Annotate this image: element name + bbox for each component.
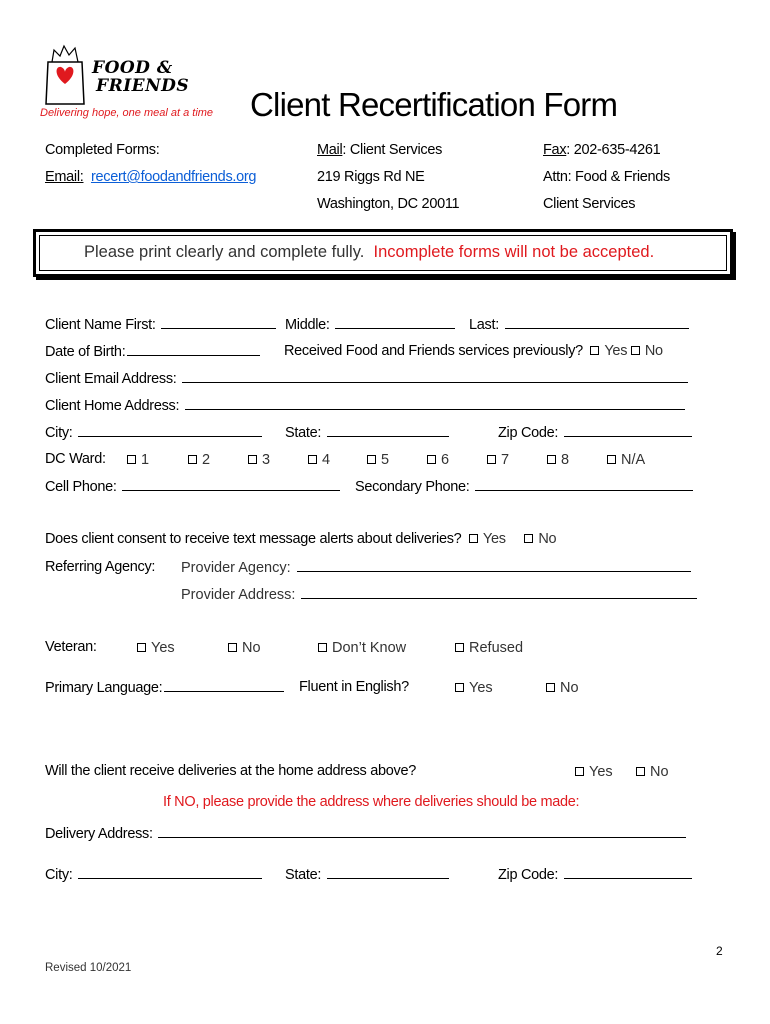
ward-7-label: 7 <box>501 452 510 468</box>
first-name-field[interactable] <box>161 316 276 329</box>
home-delivery-option-yes <box>575 763 613 781</box>
fax-line3: Client Services <box>543 196 636 212</box>
client-email-row <box>45 370 688 387</box>
state-row <box>285 424 449 441</box>
ward-na-checkbox[interactable] <box>607 455 616 464</box>
logo-bag-icon <box>42 44 88 108</box>
delivery-address-label: Delivery Address: <box>45 826 153 842</box>
delivery-zip-row <box>498 866 692 883</box>
last-name-field[interactable] <box>505 316 689 329</box>
ward-6-checkbox[interactable] <box>427 455 436 464</box>
ward-3-checkbox[interactable] <box>248 455 257 464</box>
logo-line2: FRIENDS <box>96 76 190 96</box>
consent-no-checkbox[interactable] <box>524 534 533 543</box>
consent-yes-checkbox[interactable] <box>469 534 478 543</box>
delivery-zip-label: Zip Code: <box>498 867 559 883</box>
provider-address-row <box>181 586 697 603</box>
provider-agency-label: Provider Agency: <box>181 560 291 576</box>
delivery-city-row <box>45 866 262 883</box>
zip-field[interactable] <box>564 424 692 437</box>
language-label: Primary Language: <box>45 680 163 696</box>
mail-line3: Washington, DC 20011 <box>317 196 460 212</box>
zip-row <box>498 424 692 441</box>
dob-label: Date of Birth: <box>45 344 126 360</box>
ward-option-4 <box>308 451 330 469</box>
notice-warning: Incomplete forms will not be accepted. <box>373 243 655 261</box>
page-number: 2 <box>716 944 723 958</box>
ward-4-label: 4 <box>322 452 331 468</box>
logo-tagline: Delivering hope, one meal at a time <box>40 107 214 119</box>
completed-forms-label: Completed Forms: <box>45 142 160 158</box>
received-yes-checkbox[interactable] <box>590 346 599 355</box>
fax-line2: Attn: Food & Friends <box>543 169 670 185</box>
ward-option-7 <box>487 451 509 469</box>
fluent-option-yes <box>455 679 493 697</box>
referring-agency-label: Referring Agency: <box>45 559 156 575</box>
ward-option-3 <box>248 451 270 469</box>
ward-2-checkbox[interactable] <box>188 455 197 464</box>
state-label: State: <box>285 425 322 441</box>
veteran-no-checkbox[interactable] <box>228 643 237 652</box>
received-no-label: No <box>644 343 663 359</box>
veteran-refused-checkbox[interactable] <box>455 643 464 652</box>
received-label: Received Food and Friends services previously? <box>284 343 583 359</box>
veteran-label: Veteran: <box>45 639 97 655</box>
delivery-zip-field[interactable] <box>564 866 692 879</box>
consent-label: Does client consent to receive text message alerts about deliveries? <box>45 531 462 547</box>
ward-1-checkbox[interactable] <box>127 455 136 464</box>
ward-option-na <box>607 451 645 469</box>
consent-row <box>45 531 556 547</box>
consent-no-label: No <box>538 531 557 547</box>
home-address-label: Client Home Address: <box>45 398 180 414</box>
notice-instruction: Please print clearly and complete fully. <box>84 243 365 261</box>
city-row <box>45 424 262 441</box>
ward-na-label: N/A <box>621 452 646 468</box>
fax-value: : 202-635-4261 <box>566 142 661 158</box>
fluent-no-checkbox[interactable] <box>546 683 555 692</box>
veteran-yes-label: Yes <box>151 640 175 656</box>
ward-option-8 <box>547 451 569 469</box>
page-title: Client Recertification Form <box>250 86 618 123</box>
ward-2-label: 2 <box>202 452 211 468</box>
home-delivery-option-no <box>636 763 669 781</box>
home-delivery-no-label: No <box>650 764 669 780</box>
delivery-address-field[interactable] <box>158 825 686 838</box>
ward-1-label: 1 <box>141 452 150 468</box>
ward-3-label: 3 <box>262 452 271 468</box>
mail-value: : Client Services <box>342 142 443 158</box>
veteran-option-refused <box>455 639 523 657</box>
cell-phone-row <box>45 478 340 495</box>
first-name-label: Client Name First: <box>45 317 156 333</box>
client-email-field[interactable] <box>182 370 688 383</box>
ward-5-label: 5 <box>381 452 390 468</box>
city-label: City: <box>45 425 73 441</box>
veteran-option-yes <box>137 639 175 657</box>
fluent-yes-label: Yes <box>469 680 493 696</box>
fax-label: Fax <box>543 142 567 158</box>
notice-box <box>33 229 733 277</box>
ward-option-6 <box>427 451 449 469</box>
logo <box>40 44 230 124</box>
provider-address-label: Provider Address: <box>181 587 296 603</box>
cell-phone-label: Cell Phone: <box>45 479 117 495</box>
delivery-state-label: State: <box>285 867 322 883</box>
language-row <box>45 679 284 696</box>
ward-7-checkbox[interactable] <box>487 455 496 464</box>
veteran-option-dontknow <box>318 639 406 657</box>
consent-yes-label: Yes <box>482 531 506 547</box>
received-no-checkbox[interactable] <box>631 346 640 355</box>
secondary-phone-field[interactable] <box>475 478 693 491</box>
ward-label: DC Ward: <box>45 451 106 467</box>
fluent-no-label: No <box>560 680 579 696</box>
email-contact <box>45 169 256 185</box>
veteran-dontknow-label: Don’t Know <box>332 640 407 656</box>
received-services <box>284 343 663 359</box>
middle-name-label: Middle: <box>285 317 330 333</box>
ward-8-checkbox[interactable] <box>547 455 556 464</box>
zip-label: Zip Code: <box>498 425 559 441</box>
home-delivery-yes-label: Yes <box>589 764 613 780</box>
veteran-no-label: No <box>242 640 261 656</box>
name-row <box>45 316 276 333</box>
cell-phone-field[interactable] <box>122 478 340 491</box>
logo-line1: FOOD & <box>92 58 173 78</box>
fluent-yes-checkbox[interactable] <box>455 683 464 692</box>
state-field[interactable] <box>327 424 449 437</box>
veteran-dontknow-checkbox[interactable] <box>318 643 327 652</box>
mail-label: Mail <box>317 142 343 158</box>
home-delivery-label: Will the client receive deliveries at the home address above? <box>45 763 416 779</box>
ward-8-label: 8 <box>561 452 570 468</box>
veteran-yes-checkbox[interactable] <box>137 643 146 652</box>
revised-date: Revised 10/2021 <box>45 962 132 974</box>
home-address-field[interactable] <box>185 397 685 410</box>
city-field[interactable] <box>78 424 262 437</box>
middle-name-field[interactable] <box>335 316 455 329</box>
delivery-state-row <box>285 866 449 883</box>
email-contact-label: Email: <box>45 169 84 185</box>
secondary-phone-row <box>355 478 693 495</box>
delivery-state-field[interactable] <box>327 866 449 879</box>
notice-text <box>84 243 654 262</box>
veteran-refused-label: Refused <box>469 640 524 656</box>
received-yes-label: Yes <box>604 343 628 359</box>
delivery-address-row <box>45 825 686 842</box>
delivery-city-label: City: <box>45 867 73 883</box>
mail-line1 <box>317 142 442 158</box>
ward-option-1 <box>127 451 149 469</box>
home-delivery-no-checkbox[interactable] <box>636 767 645 776</box>
last-name-label: Last: <box>469 317 499 333</box>
ward-6-label: 6 <box>441 452 450 468</box>
ward-4-checkbox[interactable] <box>308 455 317 464</box>
email-contact-link[interactable]: recert@foodandfriends.org <box>90 169 257 185</box>
last-name <box>469 316 689 333</box>
secondary-phone-label: Secondary Phone: <box>355 479 470 495</box>
dob-field[interactable] <box>127 343 260 356</box>
delivery-city-field[interactable] <box>78 866 262 879</box>
if-no-instruction: If NO, please provide the address where deliveries should be made: <box>163 794 580 810</box>
fax-line1 <box>543 142 660 158</box>
fluent-label: Fluent in English? <box>299 679 409 695</box>
provider-agency-row <box>181 559 691 576</box>
ward-option-2 <box>188 451 210 469</box>
ward-option-5 <box>367 451 389 469</box>
provider-address-field[interactable] <box>301 586 697 599</box>
provider-agency-field[interactable] <box>297 559 691 572</box>
fluent-option-no <box>546 679 579 697</box>
middle-name <box>285 316 455 333</box>
home-delivery-yes-checkbox[interactable] <box>575 767 584 776</box>
ward-5-checkbox[interactable] <box>367 455 376 464</box>
home-address-row <box>45 397 685 414</box>
language-field[interactable] <box>164 679 284 692</box>
dob-row <box>45 343 260 360</box>
mail-line2: 219 Riggs Rd NE <box>317 169 425 185</box>
veteran-option-no <box>228 639 261 657</box>
client-email-label: Client Email Address: <box>45 371 177 387</box>
